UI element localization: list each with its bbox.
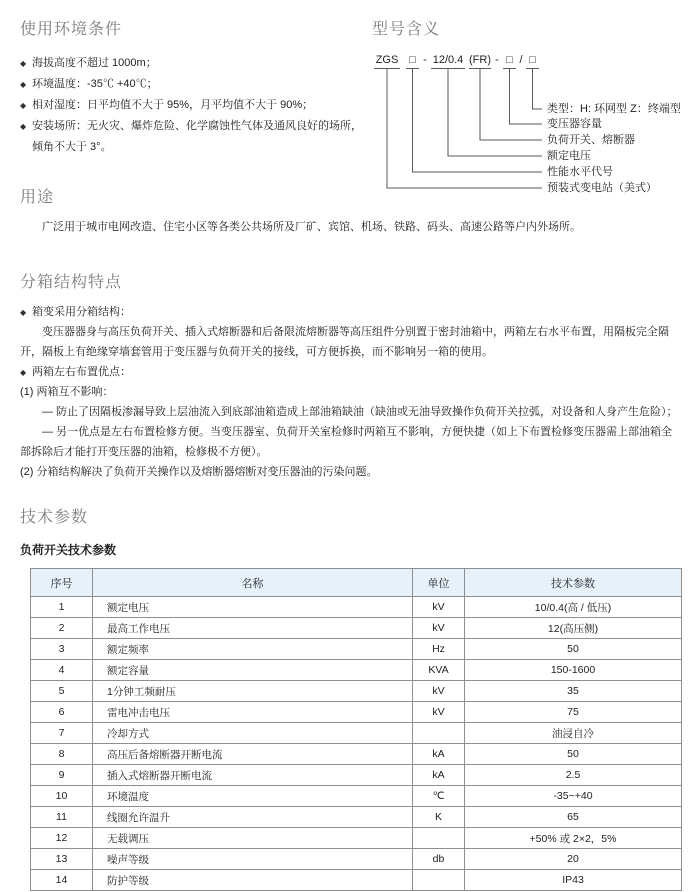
environment-list <box>20 53 372 158</box>
cell-index: 8 <box>31 744 93 765</box>
table-row <box>31 828 682 849</box>
environment-item-text: 相对湿度：日平均值不大于 95%，月平均值不大于 90%； <box>32 99 314 111</box>
cell-unit <box>413 723 465 744</box>
cell-value: 10/0.4(高 / 低压) <box>465 597 682 618</box>
model-segment-type: □ <box>526 53 539 69</box>
cell-unit: KVA <box>413 660 465 681</box>
environment-item-text: 环境温度：-35℃ +40℃； <box>32 78 158 90</box>
list-item <box>20 74 372 95</box>
cell-name: 雷电冲击电压 <box>93 702 413 723</box>
diamond-bullet-icon: ◆ <box>20 80 27 89</box>
list-item <box>20 53 372 74</box>
cell-unit: K <box>413 807 465 828</box>
usage-paragraph: 广泛用于城市电网改造、住宅小区等各类公共场所及厂矿、宾馆、机场、铁路、码头、高速公路等户内外场所。 <box>42 221 581 233</box>
model-connector-lines <box>372 69 694 195</box>
model-label-voltage: 额定电压 <box>547 150 591 162</box>
cell-value: +50% 或 2×2，5% <box>465 828 682 849</box>
cell-name: 高压后备熔断器开断电流 <box>93 744 413 765</box>
cell-value: 2.5 <box>465 765 682 786</box>
cell-index: 4 <box>31 660 93 681</box>
cell-value: 65 <box>465 807 682 828</box>
cell-index: 7 <box>31 723 93 744</box>
cell-unit: kV <box>413 618 465 639</box>
table-row <box>31 660 682 681</box>
cell-index: 9 <box>31 765 93 786</box>
section-model-meaning <box>372 16 682 194</box>
table-row <box>31 786 682 807</box>
tech-params-subtitle: 负荷开关技术参数 <box>20 543 117 557</box>
table-row <box>31 765 682 786</box>
usage-title: 用途 <box>20 189 55 206</box>
model-segment-dash: - <box>495 54 499 66</box>
diamond-bullet-icon: ◆ <box>20 308 27 317</box>
feature-line: (2) 分箱结构解决了负荷开关操作以及熔断器熔断对变压器油的污染问题。 <box>20 466 378 478</box>
tech-params-table <box>30 568 682 891</box>
header-unit: 单位 <box>413 569 465 597</box>
feature-line: — 另一优点是左右布置检修方便。当变压器室、负荷开关室检修时两箱互不影响，方便快捷（如上下布置检修变压器需上部油箱全部拆除后才能打开变压器的油箱，检修极不方便）。 <box>20 426 673 458</box>
section-structure-features <box>20 269 682 482</box>
cell-name: 额定电压 <box>93 597 413 618</box>
cell-index: 6 <box>31 702 93 723</box>
cell-name: 防护等级 <box>93 870 413 891</box>
cell-unit: ℃ <box>413 786 465 807</box>
feature-line: (1) 两箱互不影响： <box>20 386 114 398</box>
model-code-diagram <box>372 53 682 199</box>
cell-unit: kV <box>413 597 465 618</box>
table-header-row <box>31 569 682 597</box>
diamond-bullet-icon: ◆ <box>20 101 27 110</box>
model-segment-series: ZGS <box>374 53 400 69</box>
cell-value: 12(高压侧) <box>465 618 682 639</box>
features-lines <box>20 302 682 482</box>
table-row <box>31 849 682 870</box>
table-row <box>31 870 682 891</box>
cell-index: 10 <box>31 786 93 807</box>
cell-index: 13 <box>31 849 93 870</box>
diamond-bullet-icon: ◆ <box>20 59 27 68</box>
model-label-type: 类型：H: 环网型 Z：终端型 <box>547 103 681 115</box>
section-environment <box>20 16 372 178</box>
list-item <box>20 95 372 116</box>
model-code <box>372 53 682 69</box>
model-segment-voltage: 12/0.4 <box>431 53 465 69</box>
environment-title: 使用环境条件 <box>20 21 123 38</box>
model-label-performance: 性能水平代号 <box>547 166 613 178</box>
top-row <box>20 16 682 194</box>
cell-index: 11 <box>31 807 93 828</box>
model-segment-dash: - <box>423 54 427 66</box>
cell-unit: kA <box>413 744 465 765</box>
feature-line: 变压器器身与高压负荷开关、插入式熔断器和后备限流熔断器等高压组件分别置于密封油箱中，两箱左右水平布置，用隔板完全隔开，隔板上有绝缘穿墙套管用于变压器与负荷开关的接线，可方便拆换，而不影响另一箱的使用。 <box>20 326 669 358</box>
model-meaning-title: 型号含义 <box>372 21 441 38</box>
cell-name: 1分钟工频耐压 <box>93 681 413 702</box>
diamond-bullet-icon: ◆ <box>20 122 27 131</box>
environment-item-text: 海拔高度不超过 1000m； <box>32 57 157 69</box>
cell-index: 2 <box>31 618 93 639</box>
cell-value: 50 <box>465 639 682 660</box>
cell-index: 12 <box>31 828 93 849</box>
cell-index: 1 <box>31 597 93 618</box>
model-segment-capacity: □ <box>503 53 516 69</box>
header-value: 技术参数 <box>465 569 682 597</box>
feature-line <box>20 362 682 382</box>
model-label-station: 预装式变电站（美式） <box>547 182 657 194</box>
cell-index: 5 <box>31 681 93 702</box>
table-row <box>31 744 682 765</box>
cell-name: 最高工作电压 <box>93 618 413 639</box>
cell-name: 插入式熔断器开断电流 <box>93 765 413 786</box>
cell-unit <box>413 828 465 849</box>
model-segment-performance: □ <box>406 53 419 69</box>
tech-params-title: 技术参数 <box>20 509 89 526</box>
table-row <box>31 597 682 618</box>
cell-name: 环境温度 <box>93 786 413 807</box>
feature-line: — 防止了因隔板渗漏导致上层油流入到底部油箱造成上部油箱缺油（缺油或无油导致操作负荷开关拉弧，对设备和人身产生危险）； <box>42 406 678 418</box>
model-segment-switch-fuse: (FR) <box>469 53 491 69</box>
cell-unit: Hz <box>413 639 465 660</box>
cell-value: -35~+40 <box>465 786 682 807</box>
diamond-bullet-icon: ◆ <box>20 368 27 377</box>
cell-unit: db <box>413 849 465 870</box>
table-row <box>31 807 682 828</box>
model-label-capacity: 变压器容量 <box>547 118 602 130</box>
cell-value: 油浸自冷 <box>465 723 682 744</box>
list-item <box>20 116 372 158</box>
model-label-switch-fuse: 负荷开关、熔断器 <box>547 134 635 146</box>
table-row <box>31 723 682 744</box>
cell-index: 14 <box>31 870 93 891</box>
model-segment-slash: / <box>519 54 523 66</box>
cell-unit: kV <box>413 681 465 702</box>
cell-unit <box>413 870 465 891</box>
features-title: 分箱结构特点 <box>20 274 123 291</box>
cell-name: 额定频率 <box>93 639 413 660</box>
cell-value: 50 <box>465 744 682 765</box>
cell-value: 150-1600 <box>465 660 682 681</box>
section-tech-params <box>20 504 682 891</box>
cell-name: 噪声等级 <box>93 849 413 870</box>
header-name: 名称 <box>93 569 413 597</box>
header-index: 序号 <box>31 569 93 597</box>
feature-line-text: 箱变采用分箱结构： <box>32 306 131 318</box>
cell-unit: kV <box>413 702 465 723</box>
feature-line-text: 两箱左右布置优点： <box>32 366 131 378</box>
cell-value: 35 <box>465 681 682 702</box>
environment-item-text: 安装场所：无火灾、爆炸危险、化学腐蚀性气体及通风良好的场所，倾角不大于 3°。 <box>32 120 362 153</box>
feature-line <box>20 302 682 322</box>
table-row <box>31 618 682 639</box>
table-row <box>31 702 682 723</box>
cell-value: 20 <box>465 849 682 870</box>
cell-index: 3 <box>31 639 93 660</box>
table-row <box>31 639 682 660</box>
table-row <box>31 681 682 702</box>
cell-value: IP43 <box>465 870 682 891</box>
cell-value: 75 <box>465 702 682 723</box>
cell-name: 无载调压 <box>93 828 413 849</box>
cell-name: 冷却方式 <box>93 723 413 744</box>
cell-name: 额定容量 <box>93 660 413 681</box>
cell-unit: kA <box>413 765 465 786</box>
cell-name: 线圈允许温升 <box>93 807 413 828</box>
